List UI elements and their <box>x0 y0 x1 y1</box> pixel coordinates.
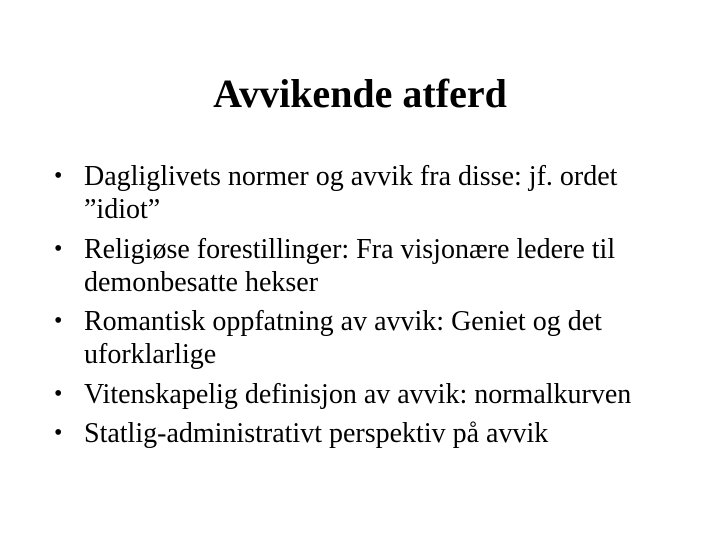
bullet-text: Religiøse forestillinger: Fra visjonære ledere til demonbesatte hekser <box>84 233 616 298</box>
bullet-icon: • <box>54 163 63 189</box>
bullet-item <box>54 417 674 450</box>
bullet-item <box>54 378 674 411</box>
bullet-item <box>54 305 674 371</box>
bullet-icon: • <box>54 308 63 334</box>
bullet-icon: • <box>54 420 63 446</box>
bullet-text: Dagliglivets normer og avvik fra disse: jf. ordet ”idiot” <box>84 161 618 225</box>
bullet-icon: • <box>54 235 63 262</box>
bullet-text: Vitenskapelig definisjon av avvik: normalkurven <box>84 378 632 410</box>
bullet-text: Romantisk oppfatning av avvik: Geniet og det uforklarlige <box>84 306 602 370</box>
bullet-list <box>54 160 674 457</box>
bullet-text: Statlig-administrativt perspektiv på avvik <box>84 418 549 449</box>
bullet-item <box>54 160 674 226</box>
bullet-item <box>54 233 674 299</box>
slide-title: Avvikende atferd <box>213 71 507 116</box>
bullet-icon: • <box>54 380 63 407</box>
